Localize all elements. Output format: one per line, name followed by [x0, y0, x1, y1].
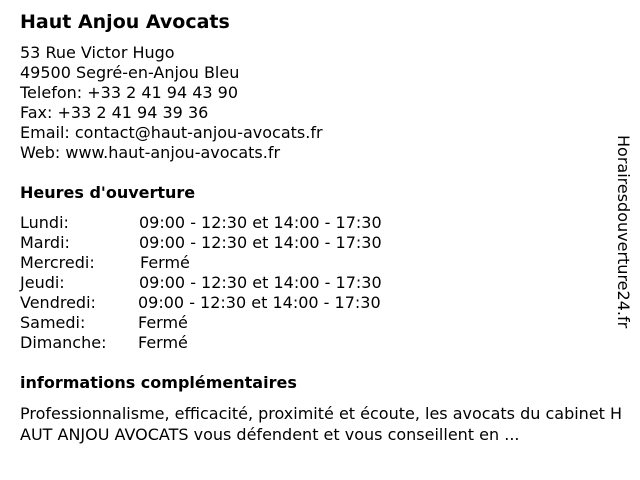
- fax: Fax: +33 2 41 94 39 36: [20, 103, 209, 122]
- info-heading: informations complémentaires: [20, 373, 297, 392]
- website: Web: www.haut-anjou-avocats.fr: [20, 143, 281, 162]
- day-hours: Fermé: [138, 333, 188, 352]
- contact-block: [20, 43, 323, 163]
- day-label: Mercredi:: [20, 253, 95, 272]
- day-hours: 09:00 - 12:30 et 14:00 - 17:30: [139, 233, 382, 252]
- info-text: Professionnalisme, efficacité, proximité et écoute, les avocats du cabinet HAUT ANJOU AVOCATS vous défendent et vous conseillent en ...: [20, 404, 623, 444]
- day-label: Dimanche:: [20, 333, 107, 352]
- email: Email: contact@haut-anjou-avocats.fr: [20, 123, 323, 142]
- day-hours: 09:00 - 12:30 et 14:00 - 17:30: [138, 293, 381, 312]
- day-hours: Fermé: [138, 313, 188, 332]
- day-hours: Fermé: [140, 253, 190, 272]
- business-name: Haut Anjou Avocats: [20, 11, 230, 33]
- watermark: Horairesdouverture24.fr: [614, 135, 633, 329]
- address-city: 49500 Segré-en-Anjou Bleu: [20, 63, 240, 82]
- day-label: Jeudi:: [20, 273, 65, 292]
- day-label: Samedi:: [20, 313, 86, 332]
- address-street: 53 Rue Victor Hugo: [20, 43, 175, 62]
- day-label: Mardi:: [20, 233, 70, 252]
- phone: Telefon: +33 2 41 94 43 90: [20, 83, 239, 102]
- day-hours: 09:00 - 12:30 et 14:00 - 17:30: [139, 213, 382, 232]
- day-hours: 09:00 - 12:30 et 14:00 - 17:30: [139, 273, 382, 292]
- day-label: Lundi:: [20, 213, 69, 232]
- day-label: Vendredi:: [20, 293, 96, 312]
- hours-heading: Heures d'ouverture: [20, 183, 196, 202]
